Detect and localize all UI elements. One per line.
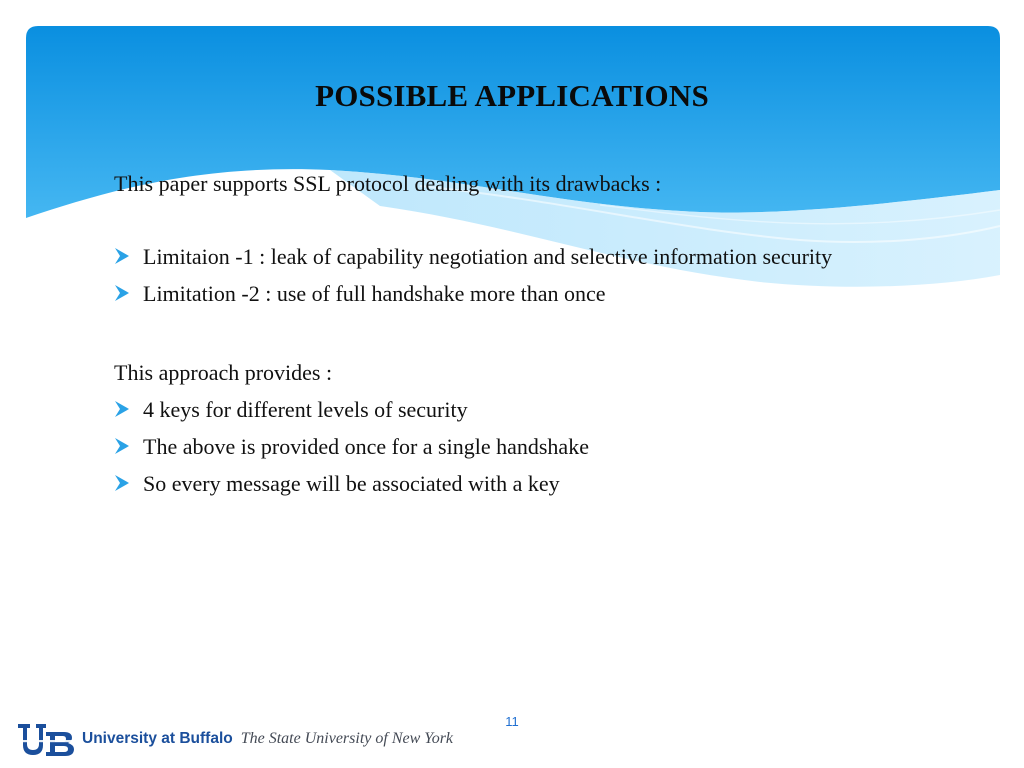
slide-title: POSSIBLE APPLICATIONS — [315, 78, 709, 113]
arrowhead-bullet-icon — [114, 400, 130, 418]
list-item — [114, 431, 904, 462]
arrowhead-bullet-icon — [114, 474, 130, 492]
logo-name: University at Buffalo — [82, 730, 233, 747]
arrowhead-bullet-icon — [114, 247, 130, 265]
approach-point-text: 4 keys for different levels of security — [143, 397, 468, 422]
university-logo — [16, 718, 453, 760]
approach-list — [114, 394, 904, 499]
list-item — [114, 278, 904, 309]
intro-text: This paper supports SSL protocol dealing with its drawbacks : — [114, 171, 662, 196]
arrowhead-bullet-icon — [114, 284, 130, 302]
list-item — [114, 468, 904, 499]
list-item — [114, 241, 904, 272]
approach-point-text: The above is provided once for a single handshake — [143, 434, 589, 459]
limitation-text: Limitation -2 : use of full handshake more than once — [143, 281, 606, 306]
arrowhead-bullet-icon — [114, 437, 130, 455]
limitation-text: Limitaion -1 : leak of capability negotiation and selective information security — [143, 244, 833, 269]
logo-subtitle: The State University of New York — [240, 730, 454, 747]
limitations-list — [114, 241, 904, 309]
slide-body — [114, 168, 904, 505]
approach-heading: This approach provides : — [114, 360, 333, 385]
list-item — [114, 394, 904, 425]
ub-logo-icon — [16, 720, 76, 758]
approach-point-text: So every message will be associated with a key — [143, 471, 560, 496]
page-number: 11 — [505, 714, 519, 729]
